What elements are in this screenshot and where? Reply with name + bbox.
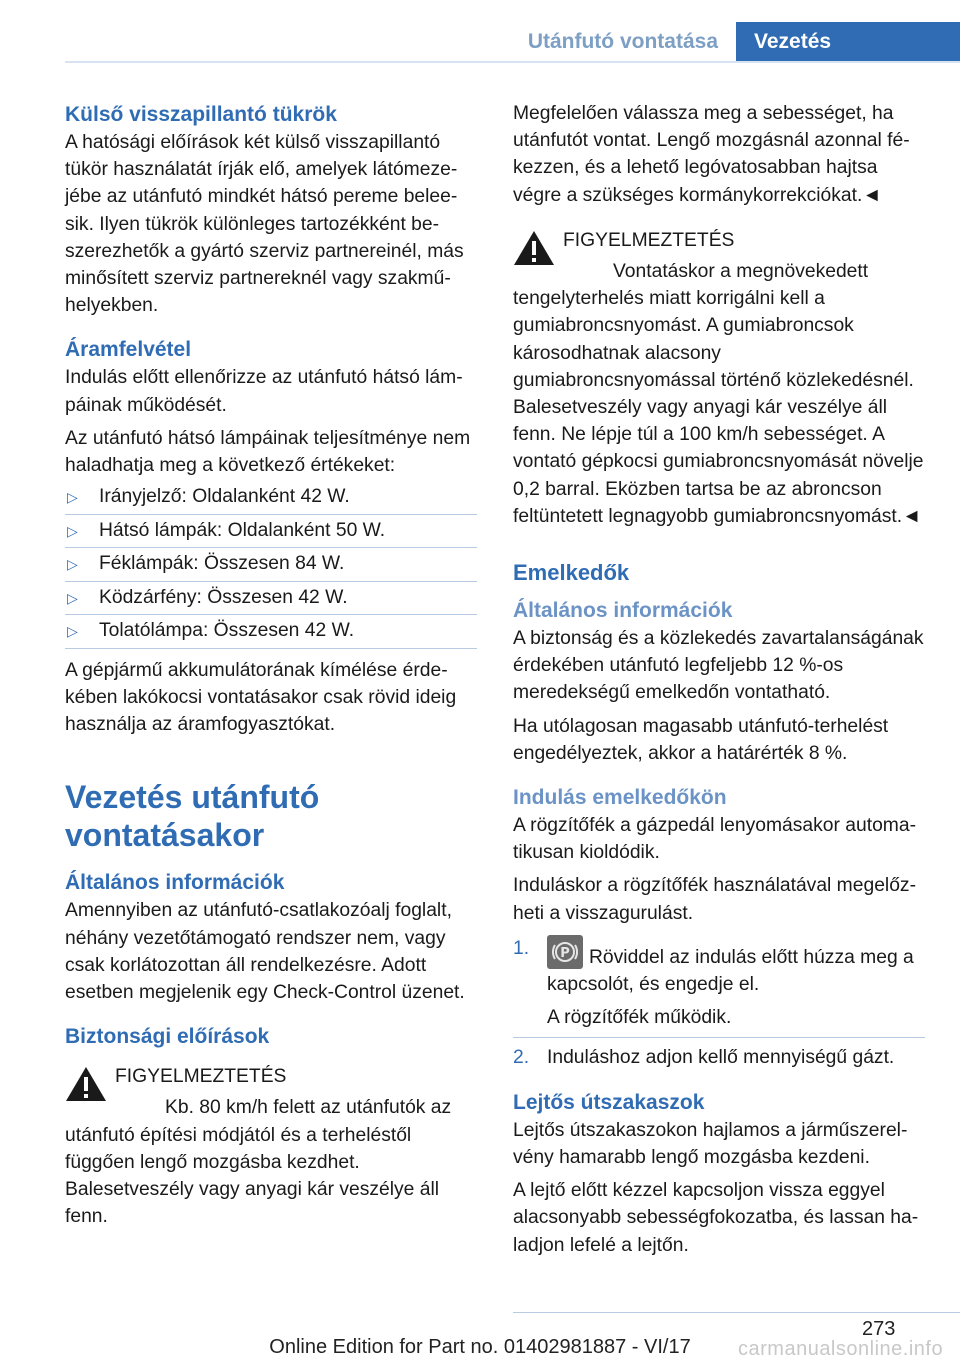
header-divider <box>65 61 960 63</box>
parking-brake-icon <box>547 935 583 969</box>
warning-title: FIGYELMEZTETÉS <box>563 229 735 251</box>
steps-list <box>513 935 925 1072</box>
start-heading: Indulás emelkedőkön <box>513 786 727 810</box>
slopes-text-2: Ha utólagosan magasabb utánfutó-terhelést engedélyeztek, akkor a határérték 8 %. <box>513 715 889 764</box>
power-text-3: A gépjármű akkumulátorának kímélése érdekében lakókocsi vontatásakor csak rövid ideig használja az áramfogyasztókat. <box>65 659 457 736</box>
warning-box <box>65 1063 477 1230</box>
triangle-bullet-icon: ▷ <box>67 623 78 640</box>
warning-title: FIGYELMEZTETÉS <box>115 1066 287 1088</box>
step-text: Röviddel az indulás előtt húzza meg a kapcsolót, és engedje el. <box>547 946 914 996</box>
list-item: ▷ Irányjelző: Oldalanként 42 W. <box>65 481 477 515</box>
right-column <box>513 100 925 1265</box>
divider <box>513 1037 925 1038</box>
warning-triangle-icon <box>65 1065 107 1103</box>
step-result: A rögzítőfék működik. <box>547 1007 732 1029</box>
step-text: Induláshoz adjon kellő mennyiségű gázt. <box>547 1047 895 1069</box>
triangle-bullet-icon: ▷ <box>67 489 78 506</box>
list-item: ▷ Ködzárfény: Összesen 42 W. <box>65 582 477 616</box>
step-number: 2. <box>513 1047 530 1069</box>
warning-box <box>513 227 925 530</box>
left-column <box>65 100 477 1238</box>
chapter-tab: Vezetés <box>736 22 960 62</box>
descent-text-1: Lejtős útszakaszokon hajlamos a járműszerelvény hamarabb lengő mozgásba kezdeni. <box>513 1119 908 1168</box>
general-heading: Általános információk <box>65 871 285 895</box>
descent-heading: Lejtős útszakaszok <box>513 1090 705 1114</box>
mirrors-text: A hatósági előírások két külső visszapillantó tükör használatát írják elő, amelyek látómezejébe az utánfutó mindkét hátsó pereme beleesik. Ilyen tükrök különleges tartozékként beszerezhetők a gyártó szerviz partnereinél, más minősített szerviz partnereknél vagy szakműhelyekben. <box>65 132 464 317</box>
power-text-1: Indulás előtt ellenőrizze az utánfutó hátsó lámpáinak működését. <box>65 367 463 416</box>
descent-text-2: A lejtő előtt kézzel kapcsoljon vissza eggyel alacsonyabb sebességfokozatba, és lassan haladjon lefelé a lejtőn. <box>513 1180 919 1256</box>
slopes-general-heading: Általános információk <box>513 599 733 623</box>
section-tab: Utánfutó vontatása <box>527 30 718 53</box>
triangle-bullet-icon: ▷ <box>67 589 78 606</box>
general-text: Amennyiben az utánfutó-csatlakozóalj foglalt, néhány vezetőtámogató rendszer nem, vagy csak korlátozottan áll rendelkezésre. Adott esetben megjelenik egy Check-Control üzenet. <box>65 900 465 1003</box>
warning-text: Vontatáskor a megnövekedett tengelyterhelés miatt korrigálni kell a gumiabroncsnyomást. A gumiabroncsok károsodhatnak alacsony gumiabroncsnyomással történő közlekedésnél. Balesetveszély vagy anyagi kár veszélye áll fenn. Ne lépje túl a 100 km/h sebességet. A vontató gépkocsi gumiabroncsnyomását növelje 0,2 barral. Eközben tartsa be az abroncson feltüntetett legnagyobb gumiabroncsnyomást.◄ <box>513 261 924 527</box>
power-list <box>65 481 477 649</box>
warning-text: Kb. 80 km/h felett az utánfutók az utánfutó építési módjától és a terheléstől függően lengő mozgásba kezdhet. Balesetveszély vagy anyagi kár veszélye áll fenn. <box>65 1097 452 1228</box>
slopes-heading: Emelkedők <box>513 560 630 586</box>
step-number: 1. <box>513 937 530 959</box>
start-text-2: Induláskor a rögzítőfék használatával megelőzheti a visszagurulást. <box>513 875 916 924</box>
slopes-text-1: A biztonság és a közlekedés zavartalanságának érdekében utánfutó legfeljebb 12 %-os meredekségű emelkedőn vontatható. <box>513 628 924 704</box>
continuation-text: Megfelelően válassza meg a sebességet, ha utánfutót vontat. Lengő mozgásnál azonnal fékezzen, és a lehető legóvatosabban hajtsa végre a szükséges kormánykorrekciókat.◄ <box>513 103 910 206</box>
list-item <box>513 1044 925 1071</box>
triangle-bullet-icon: ▷ <box>67 522 78 539</box>
warning-triangle-icon <box>513 229 555 267</box>
list-item <box>513 935 925 1032</box>
svg-text:P: P <box>560 945 570 961</box>
safety-heading: Biztonsági előírások <box>65 1025 270 1049</box>
edition-note: Online Edition for Part no. 01402981887 - VI/17 <box>269 1336 691 1358</box>
power-text-2: Az utánfutó hátsó lámpáinak teljesítménye nem haladhatja meg a következő értékeket: <box>65 427 471 477</box>
mirrors-heading: Külső visszapillantó tükrök <box>65 103 337 126</box>
page-number: 273 <box>862 1318 896 1340</box>
list-item: ▷ Hátsó lámpák: Oldalanként 50 W. <box>65 515 477 549</box>
list-item: ▷ Tolatólámpa: Összesen 42 W. <box>65 615 477 649</box>
triangle-bullet-icon: ▷ <box>67 556 78 573</box>
list-item: ▷ Féklámpák: Összesen 84 W. <box>65 548 477 582</box>
start-text-1: A rögzítőfék a gázpedál lenyomásakor automatikusan kioldódik. <box>513 815 916 864</box>
driving-heading: Vezetés utánfutó vontatásakor <box>65 779 320 854</box>
header-tabs <box>508 22 960 62</box>
power-heading: Áramfelvétel <box>65 338 192 362</box>
watermark: carmanualsonline.info <box>738 1338 944 1360</box>
footer-divider <box>513 1312 960 1313</box>
